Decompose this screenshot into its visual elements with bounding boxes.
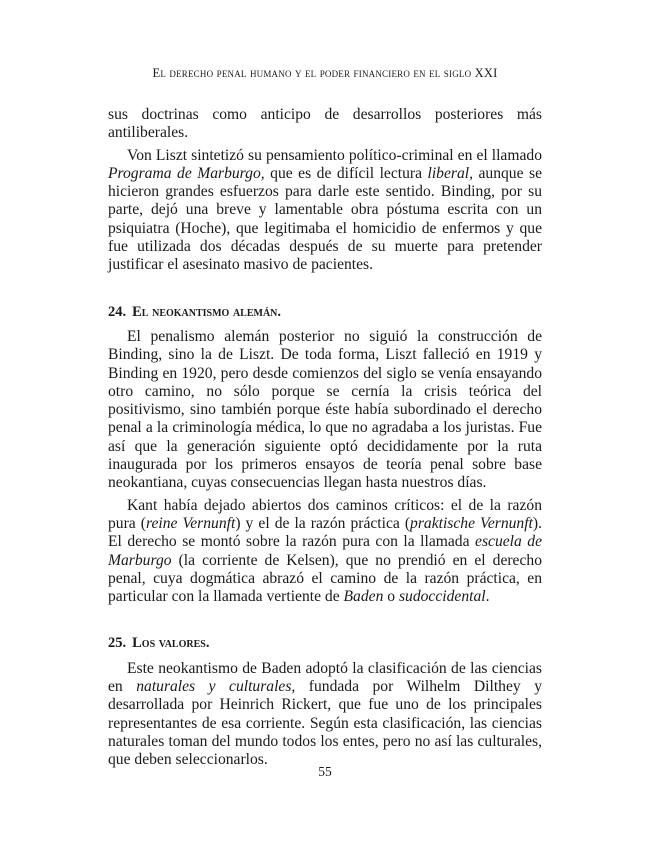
page-body <box>108 106 542 770</box>
italic-run: Baden <box>343 588 384 606</box>
text-run: o <box>383 588 399 606</box>
paragraph-kant <box>108 497 542 607</box>
italic-run: reine Vernunft <box>145 514 236 532</box>
text-run: que es de difícil lectura <box>264 164 428 182</box>
text-run: ) y el de la razón práctica ( <box>235 514 411 532</box>
italic-run: sudoccidental <box>398 588 486 606</box>
section-heading-24 <box>108 303 542 321</box>
text-run: Von Liszt sintetizó su pensamiento político-criminal en el llamado <box>127 146 542 164</box>
italic-run: naturales y culturales, <box>136 678 296 696</box>
paragraph-liszt-binding <box>108 147 542 275</box>
section-title: El neokantismo alemán. <box>132 303 282 320</box>
paragraph-baden <box>108 660 542 770</box>
italic-run: escuela de Marburgo <box>108 533 543 569</box>
italic-run: liberal, <box>427 164 473 182</box>
text-run: (la corriente de Kelsen), que no prendió en el derecho penal, cuya dogmática abrazó el camino de la razón práctica, en particular con la llamada vertiente de <box>108 551 542 606</box>
running-header-title: El derecho penal humano y el poder financiero en el siglo <box>152 66 472 80</box>
paragraph-penalismo: El penalismo alemán posterior no siguió la construcción de Binding, sino la de Liszt. De toda forma, Liszt falleció en 1919 y Binding en 1920, pero desde comienzos del siglo se venía ensayando otro camino, no sólo porque se cernía la crisis teórica del positivismo, sino también porque éste había subordinado el derecho penal a la criminología médica, lo que no agradaba a los juristas. Fue así que la generación siguiente optó decididamente por la ruta inaugurada por los primeros ensayos de teoría penal sobre base neokantiana, cuyas consecuencias llegan hasta nuestros días. <box>108 327 542 492</box>
section-heading-25 <box>108 634 542 652</box>
running-header <box>108 66 542 81</box>
italic-run: Programa de Marburgo, <box>108 164 265 182</box>
running-header-century: XXI <box>474 66 498 80</box>
text-run: . <box>485 588 490 606</box>
text-run: Kant había dejado abiertos dos caminos críticos: el de la razón pura ( <box>108 496 542 532</box>
page-number: 55 <box>318 764 332 779</box>
paragraph-continuation: sus doctrinas como anticipo de desarrollos posteriores más antiliberales. <box>108 106 542 142</box>
section-title: Los valores. <box>132 635 210 652</box>
italic-run: praktische Vernunft <box>410 514 533 532</box>
text-run: ). El derecho se montó sobre la razón pura con la llamada <box>108 514 542 551</box>
text-run: Este neokantismo de Baden adoptó la clasificación de las ciencias en <box>108 659 542 696</box>
text-run: fundada por Wilhelm Dilthey y desarrollada por Heinrich Rickert, que fue uno de los principales representantes de esa corriente. Según esta clasificación, las ciencias naturales toman del mundo todos los entes, pero no así las culturales, que deben seleccionarlos. <box>108 678 542 769</box>
section-number: 24. <box>108 303 127 320</box>
text-run: aunque se hicieron grandes esfuerzos para darle este sentido. Binding, por su parte, dejó una breve y lamentable obra póstuma escrita con un psiquiatra (Hoche), que legitimaba el homicidio de enfermos y que fue utilizada dos décadas después de su muerte para pretender justificar el asesinato masivo de pacientes. <box>108 164 542 274</box>
section-number: 25. <box>108 635 127 652</box>
